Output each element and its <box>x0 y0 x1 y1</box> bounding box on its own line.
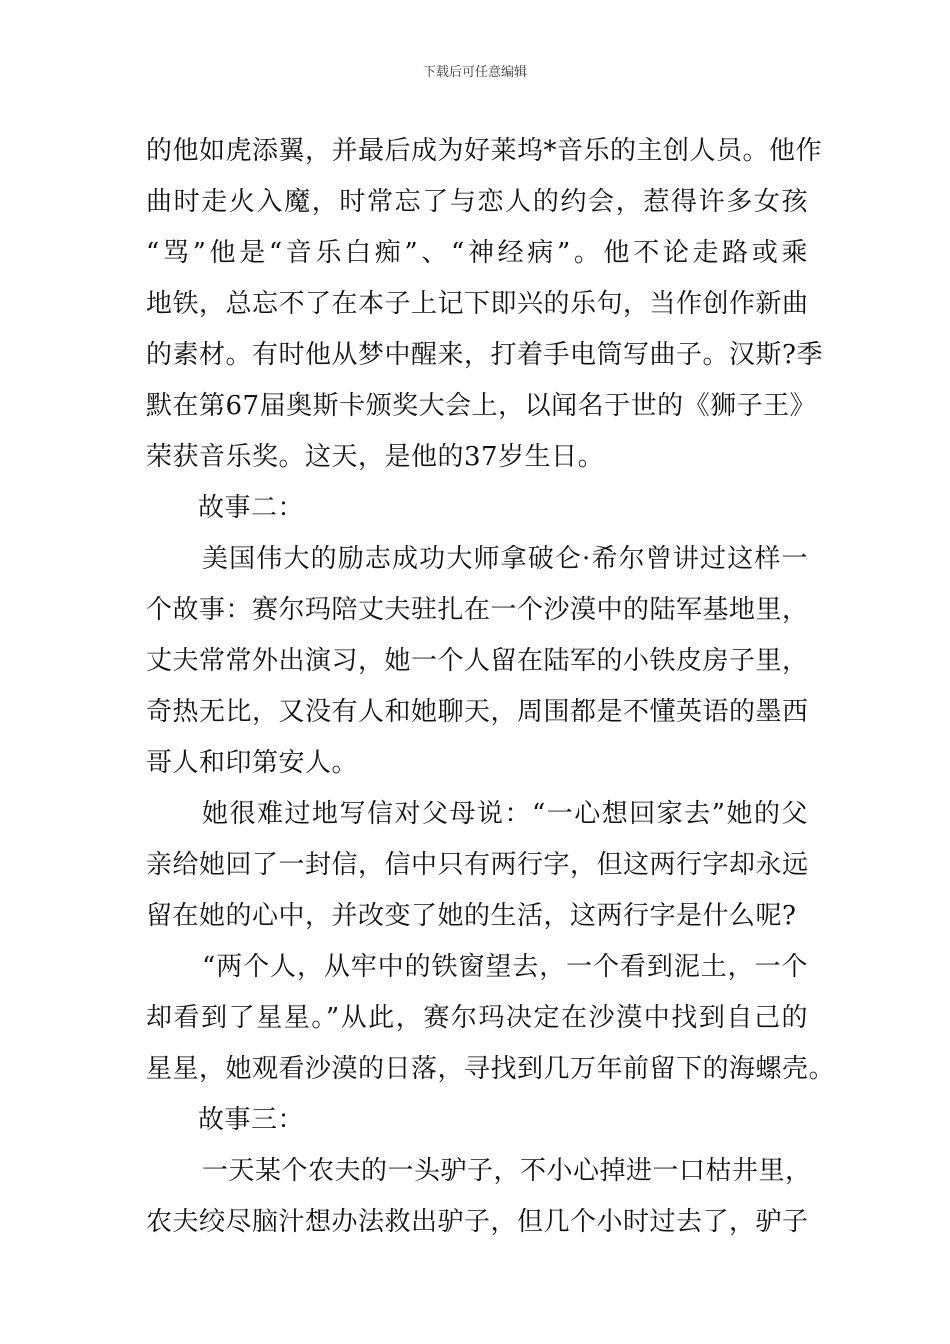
text-line: 丈夫常常外出演习，她一个人留在陆军的小铁皮房子里， <box>146 646 809 676</box>
text-line: 的素材。有时他从梦中醒来，打着手电筒写曲子。汉斯?季 <box>146 340 823 370</box>
text-line: 星星，她观看沙漠的日落，寻找到几万年前留下的海螺壳。 <box>146 1054 836 1084</box>
text-line: 她很难过地写信对父母说：“一心想回家去”她的父 <box>202 799 808 829</box>
text-line: 地铁，总忘不了在本子上记下即兴的乐句，当作创作新曲 <box>146 289 809 319</box>
text-line: 农夫绞尽脑汁想办法救出驴子，但几个小时过去了，驴子 <box>146 1207 809 1237</box>
text-line: 个故事：赛尔玛陪丈夫驻扎在一个沙漠中的陆军基地里， <box>146 595 809 625</box>
paragraph-5 <box>146 1146 812 1248</box>
text-line: 的他如虎添翼，并最后成为好莱坞*音乐的主创人员。他作 <box>146 136 823 166</box>
page-header: 下载后可任意编辑 <box>422 65 527 80</box>
text-line: 一天某个农夫的一头驴子，不小心掉进一口枯井里， <box>202 1156 812 1186</box>
section-heading: 故事二： <box>198 493 305 523</box>
paragraph-4 <box>146 942 836 1095</box>
section-heading: 故事三： <box>198 1105 305 1135</box>
text-line: 留在她的心中，并改变了她的生活，这两行字是什么呢? <box>146 901 797 931</box>
text-line: 美国伟大的励志成功大师拿破仑·希尔曾讲过这样一 <box>202 544 808 574</box>
section-heading-story-two <box>146 483 808 534</box>
paragraph-1 <box>146 126 823 483</box>
text-line: “两个人，从牢中的铁窗望去，一个看到泥土，一个 <box>202 952 808 982</box>
text-line: 却看到了星星。”从此，赛尔玛决定在沙漠中找到自己的 <box>146 1003 808 1033</box>
text-line: 奇热无比，又没有人和她聊天，周围都是不懂英语的墨西 <box>146 697 809 727</box>
paragraph-2 <box>146 534 808 789</box>
section-heading-story-three <box>146 1095 808 1146</box>
text-line: 荣获音乐奖。这天，是他的37岁生日。 <box>146 442 605 472</box>
text-line: 哥人和印第安人。 <box>146 748 359 778</box>
paragraph-3 <box>146 789 808 942</box>
text-line: 曲时走火入魔，时常忘了与恋人的约会，惹得许多女孩 <box>146 187 808 217</box>
text-line: 默在第67届奥斯卡颁奖大会上，以闻名于世的《狮子王》 <box>146 391 817 421</box>
text-line: “骂”他是“音乐白痴”、“神经病”。他不论走路或乘 <box>146 238 808 268</box>
text-line: 亲给她回了一封信，信中只有两行字，但这两行字却永远 <box>146 850 809 880</box>
document-body <box>146 126 836 1248</box>
